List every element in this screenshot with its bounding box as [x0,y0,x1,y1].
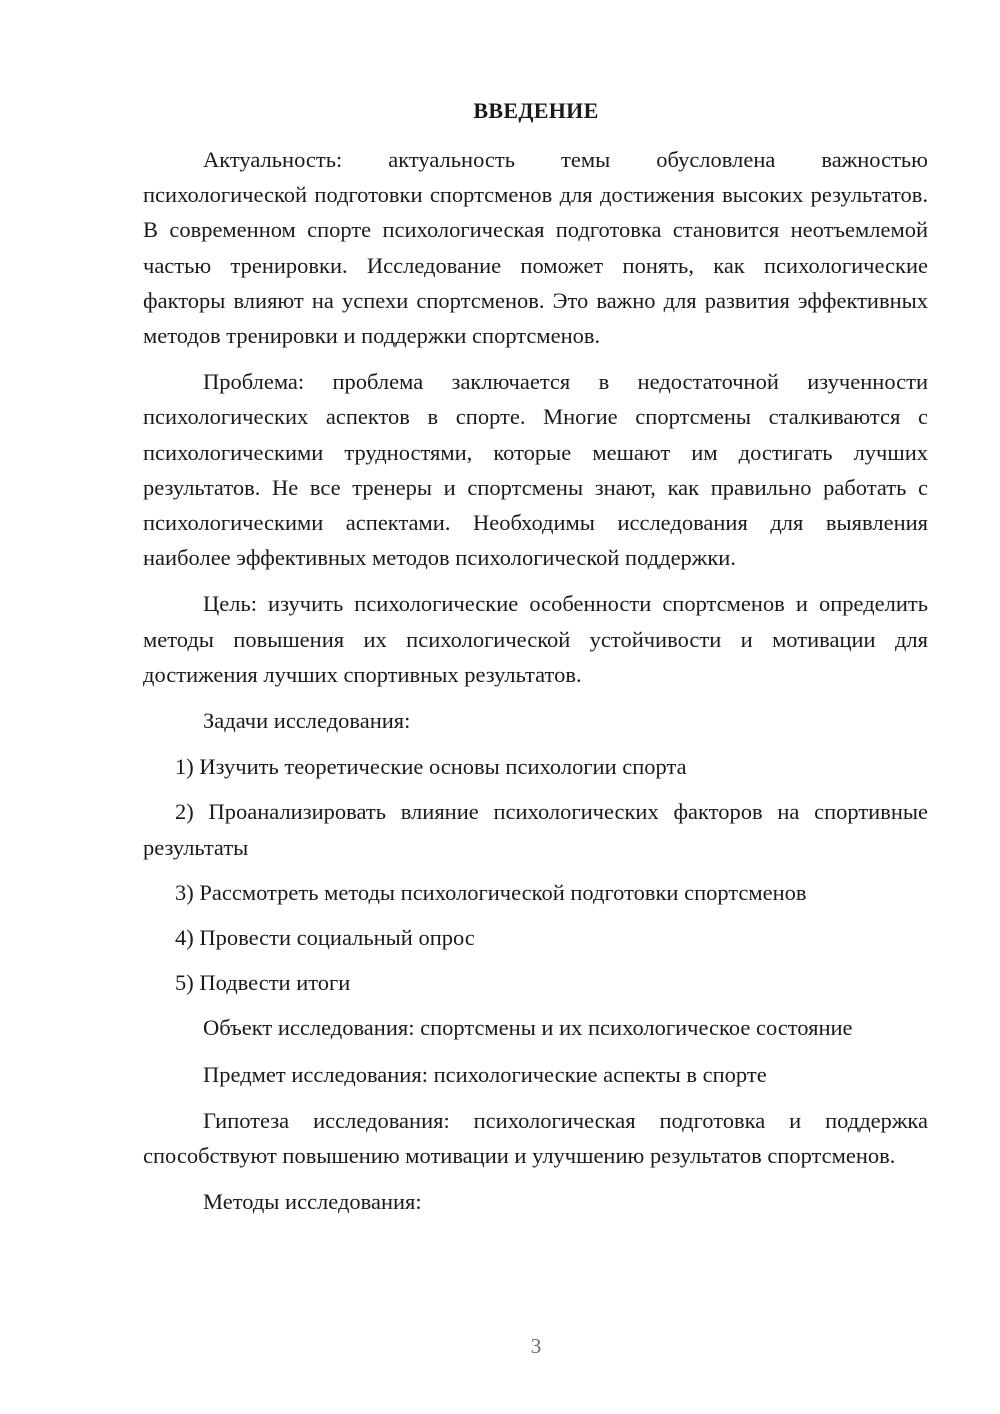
task-item-3: 3) Рассмотреть методы психологической подготовки спортсменов [175,879,807,905]
task-item-4: 4) Провести социальный опрос [175,925,475,951]
task-item-1: 1) Изучить теоретические основы психологии спорта [175,754,687,780]
task-item-2: 2) Проанализировать влияние психологических факторов на спортивные результаты [143,799,928,860]
task-item-5: 5) Подвести итоги [175,970,351,996]
paragraph-hypothesis: Гипотеза исследования: психологическая подготовка и поддержка способствуют повышению мотивации и улучшению результатов спортсменов. [143,1107,928,1169]
paragraph-problem: Проблема: проблема заключается в недостаточной изученности психологических аспектов в спорте. Многие спортсмены сталкиваются с психологическими трудностями, которые мешают им достигать лучших результатов. Не все тренеры и спортсмены знают, как правильно работать с психологическими аспектами. Необходимы исследования для выявления наиболее эффективных методов психологической поддержки. [143,369,928,571]
paragraph-object: Объект исследования: спортсмены и их психологическое состояние [203,1015,853,1041]
paragraph-subject: Предмет исследования: психологические аспекты в спорте [203,1061,767,1087]
tasks-heading: Задачи исследования: [203,708,411,734]
section-heading: ВВЕДЕНИЕ [473,98,599,123]
page-number: 3 [530,1334,542,1358]
paragraph-goal: Цель: изучить психологические особенности спортсменов и определить методы повышения их психологической устойчивости и мотивации для достижения лучших спортивных результатов. [143,591,928,687]
document-body [143,142,928,1230]
methods-heading: Методы исследования: [203,1189,422,1215]
paragraph-relevance: Актуальность: актуальность темы обусловлена важностью психологической подготовки спортсменов для достижения высоких результатов. В современном спорте психологическая подготовка становится неотъемлемой частью тренировки. Исследование поможет понять, как психологические факторы влияют на успехи спортсменов. Это важно для развития эффективных методов тренировки и поддержки спортсменов. [143,147,928,349]
